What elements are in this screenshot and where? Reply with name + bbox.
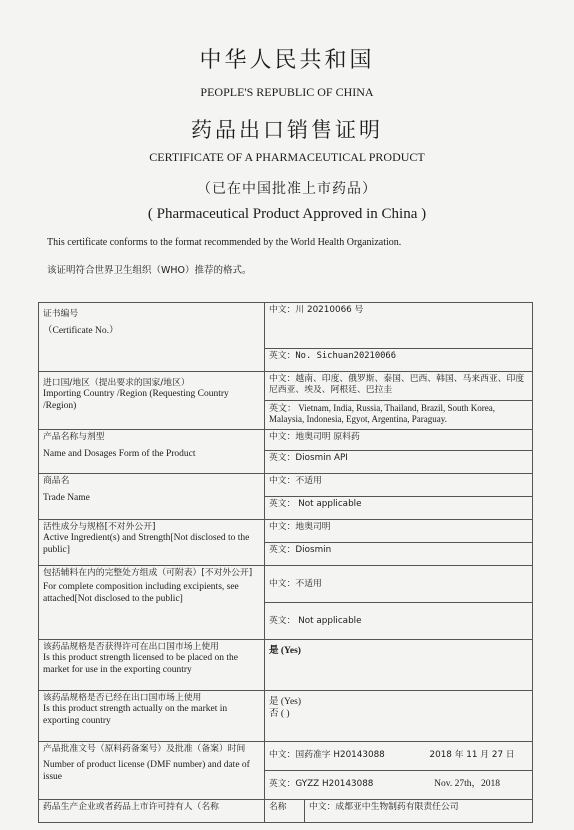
- license-label-cn: 产品批准文号（原料药备案号）及批准（备案）时间: [43, 744, 246, 754]
- table-row: [39, 640, 533, 691]
- composition-value-en: 英文： Not applicable: [269, 615, 362, 626]
- table-row: [39, 520, 533, 543]
- marketed-value-yes: 是 (Yes): [269, 697, 302, 707]
- license-value-cn-cell: [265, 742, 533, 771]
- license-label-en: Number of product license (DMF number) and date of issue: [43, 759, 250, 782]
- product-label-cell: [39, 430, 265, 474]
- marketed-label-cell: [39, 691, 265, 742]
- product-value-cn-cell: [265, 430, 533, 451]
- composition-value-cn-cell: [265, 566, 533, 603]
- holder-value-cn: 中文：成都亚中生物制药有限责任公司: [309, 802, 459, 812]
- license-label-cell: [39, 742, 265, 800]
- licensed-label-en: Is this product strength licensed to be placed on the market for use in the exporting country: [43, 652, 238, 675]
- document-title-en: CERTIFICATE OF A PHARMACEUTICAL PRODUCT: [149, 150, 425, 164]
- trade-value-cn: 中文：不适用: [269, 476, 322, 486]
- table-row: [39, 800, 533, 823]
- product-value-en: 英文：Diosmin API: [269, 453, 348, 463]
- ingredient-label-cell: [39, 520, 265, 566]
- licensed-value: 是 (Yes): [269, 646, 301, 656]
- table-row: [39, 742, 533, 771]
- cert-no-label-en: （Certificate No.）: [43, 325, 119, 336]
- country-value-cn-cell: [265, 372, 533, 401]
- licensed-label-cn: 该药品规格是否获得许可在出口国市场上使用: [43, 642, 219, 652]
- country-title-cn: 中华人民共和国: [199, 48, 375, 73]
- country-value-en-cell: [265, 401, 533, 430]
- country-label-cn: 进口国/地区（提出要求的国家/地区）: [43, 378, 190, 388]
- product-value-en-cell: [265, 451, 533, 474]
- trade-value-cn-cell: [265, 474, 533, 497]
- trade-label-en: Trade Name: [43, 492, 90, 503]
- document-title-cn: 药品出口销售证明: [191, 118, 383, 142]
- licensed-value-cell: [265, 640, 533, 691]
- ingredient-value-en: 英文：Diosmin: [269, 545, 332, 555]
- holder-label-cell: [39, 800, 265, 823]
- table-row: [39, 566, 533, 603]
- cert-no-value-cn-cell: [265, 303, 533, 349]
- table-row: [39, 691, 533, 742]
- holder-name-label-cell: [265, 800, 305, 823]
- license-date-en: Nov. 27th，2018: [434, 779, 501, 790]
- composition-value-cn: 中文：不适用: [269, 578, 322, 589]
- cert-no-value-en: 英文：No. Sichuan20210066: [269, 351, 397, 361]
- table-row: [39, 303, 533, 349]
- ingredient-label-cn: 活性成分与规格[不对外公开]: [43, 522, 156, 532]
- country-label-en: Importing Country /Region (Requesting Country /Region): [43, 388, 229, 411]
- intro-text-cn: 该证明符合世界卫生组织（WHO）推荐的格式。: [47, 265, 252, 276]
- trade-value-en: 英文： Not applicable: [269, 499, 362, 509]
- approved-note-cn: （已在中国批准上市药品）: [197, 181, 377, 197]
- holder-value-cell: [305, 800, 533, 823]
- composition-value-en-cell: [265, 603, 533, 640]
- country-value-cn: 中文：越南、印度、俄罗斯、泰国、巴西、韩国、马来西亚、印度尼西亚、埃及、阿根廷、巴拉圭: [269, 374, 525, 395]
- ingredient-value-cn: 中文：地奥司明: [269, 522, 331, 532]
- license-value-en: 英文：GYZZ H20143088: [269, 779, 374, 790]
- certificate-table: [38, 302, 533, 823]
- product-value-cn: 中文：地奥司明 原料药: [269, 432, 360, 442]
- license-value-en-cell: [265, 771, 533, 800]
- ingredient-value-en-cell: [265, 543, 533, 566]
- trade-label-cn: 商品名: [43, 476, 70, 486]
- marketed-label-en: Is this product strength actually on the market in exporting country: [43, 703, 228, 726]
- licensed-label-cell: [39, 640, 265, 691]
- table-row: [39, 372, 533, 401]
- cert-no-label-cell: [39, 303, 265, 372]
- composition-label-cell: [39, 566, 265, 640]
- composition-label-cn: 包括辅料在内的完整处方组成（可附表）[不对外公开]: [43, 568, 253, 578]
- trade-value-en-cell: [265, 497, 533, 520]
- ingredient-value-cn-cell: [265, 520, 533, 543]
- license-date-cn: 2018 年 11 月 27 日: [429, 750, 515, 761]
- table-row: [39, 474, 533, 497]
- product-label-en: Name and Dosages Form of the Product: [43, 448, 196, 459]
- cert-no-value-cn: 中文：川 20210066 号: [269, 305, 364, 315]
- cert-no-value-en-cell: [265, 349, 533, 372]
- composition-label-en: For complete composition including excipients, see attached[Not disclosed to the public]: [43, 581, 239, 604]
- trade-label-cell: [39, 474, 265, 520]
- marketed-label-cn: 该药品规格是否已经在出口国市场上使用: [43, 693, 202, 703]
- license-value-cn: 中文：国药准字 H20143088: [269, 750, 385, 761]
- country-value-en: 英文： Vietnam, India, Russia, Thailand, Brazil, South Korea, Malaysia, Indonesia, Egyot, Argentina, Paraguay.: [269, 403, 496, 425]
- table-row: [39, 430, 533, 451]
- holder-name-label: 名称: [269, 802, 287, 812]
- ingredient-label-en: Active Ingredient(s) and Strength[Not disclosed to the public]: [43, 532, 250, 555]
- country-label-cell: [39, 372, 265, 430]
- holder-label-cn: 药品生产企业或者药品上市许可持有人（名称: [43, 802, 219, 812]
- country-title-en: PEOPLE'S REPUBLIC OF CHINA: [200, 85, 374, 99]
- marketed-value-no: 否 ( ): [269, 708, 290, 719]
- cert-no-label-cn: 证书编号: [43, 309, 79, 319]
- approved-note-en: ( Pharmaceutical Product Approved in China ): [147, 206, 427, 222]
- product-label-cn: 产品名称与剂型: [43, 432, 105, 442]
- marketed-value-cell: [265, 691, 533, 742]
- intro-text-en: This certificate conforms to the format recommended by the World Health Organization.: [47, 237, 402, 248]
